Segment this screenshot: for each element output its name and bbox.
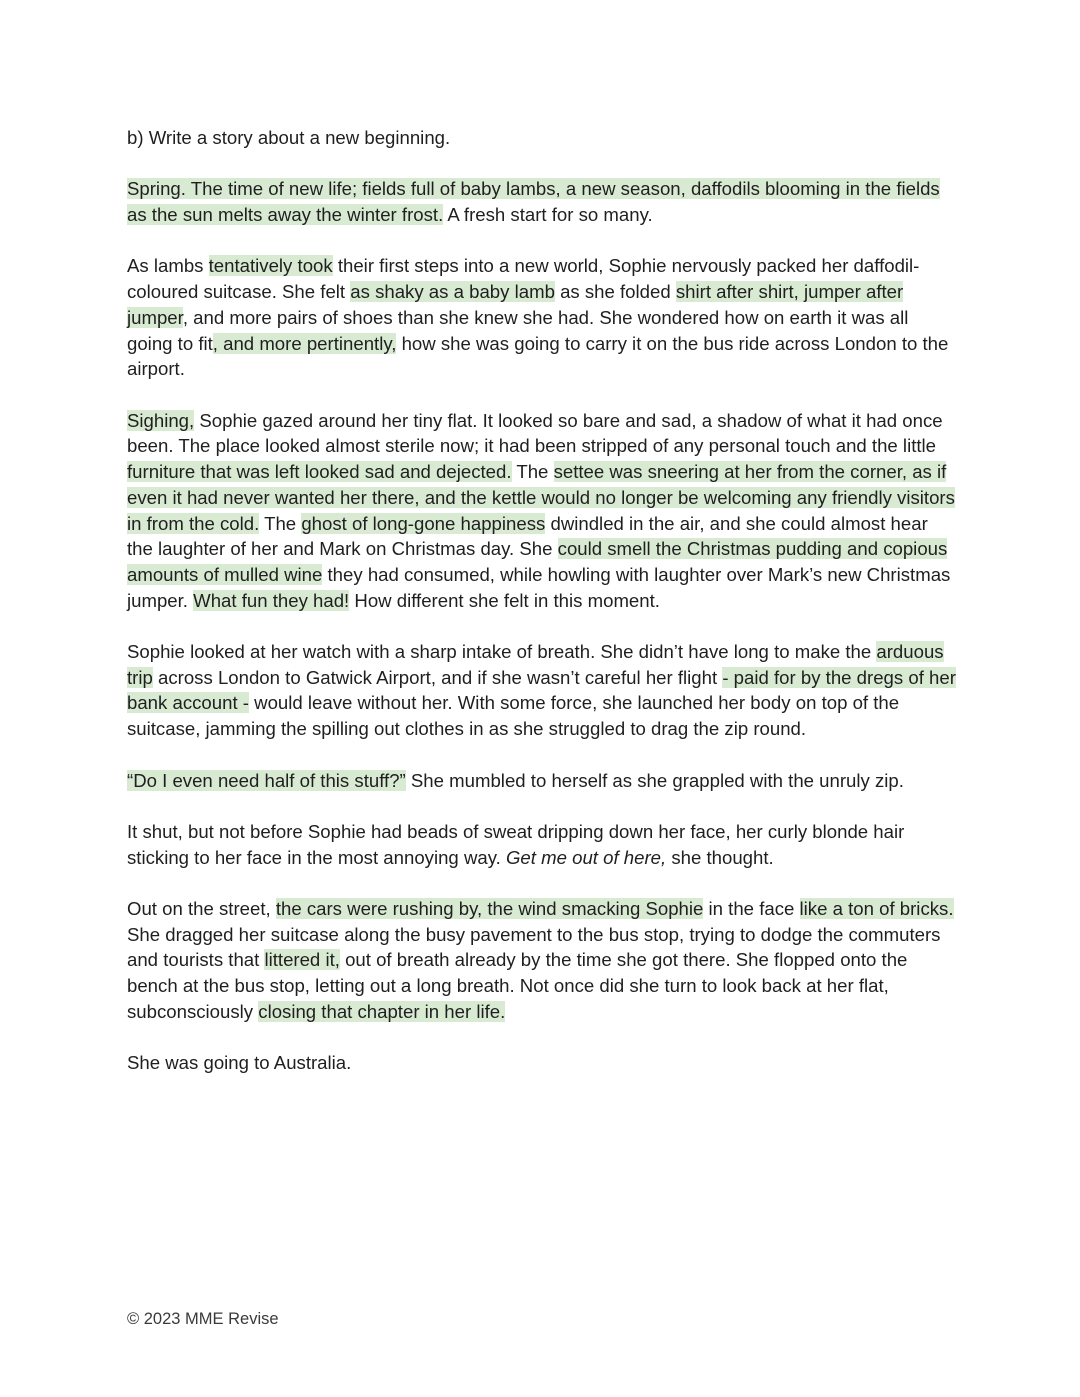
- text-segment: they had consumed, while howling with laughter over Mark’s new Christmas jumper.: [127, 563, 951, 611]
- highlighted-text: - paid for by the dregs of her bank account -: [127, 666, 956, 714]
- italic-text: Get me out of here,: [505, 846, 667, 868]
- text-segment: would leave without her. With some force, she launched her body on top of the suitcase, jamming the spilling out clothes in as she struggled to drag the zip round.: [127, 692, 900, 740]
- text-segment: Sophie looked at her watch with a sharp intake of breath. She didn’t have long to make the: [127, 641, 877, 662]
- text-segment: in the face: [703, 897, 800, 919]
- highlighted-text: littered it,: [264, 949, 340, 971]
- highlighted-text: closing that chapter in her life.: [258, 1000, 506, 1022]
- highlighted-text: tentatively took: [208, 255, 333, 277]
- highlighted-text: like a ton of bricks.: [799, 897, 954, 919]
- highlighted-text: Spring. The time of new life; fields full of baby lambs, a new season, daffodils blooming in the fields as the sun melts away the winter frost.: [127, 178, 940, 226]
- highlighted-text: Sighing,: [127, 409, 195, 431]
- text-segment: She was going to Australia.: [127, 1052, 352, 1074]
- text-segment: How different she felt in this moment.: [349, 589, 660, 611]
- story-text: [127, 176, 957, 1076]
- story-paragraph: [127, 639, 957, 742]
- text-segment: She dragged her suitcase along the busy pavement to the bus stop, trying to dodge the commuters and tourists that: [127, 923, 941, 971]
- highlighted-text: arduous trip: [127, 641, 944, 688]
- copyright-footer: © 2023 MME Revise: [127, 1310, 279, 1328]
- text-segment: It shut, but not before Sophie had beads of sweat dripping down her face, her curly blonde hair sticking to her face in the most annoying way.: [127, 820, 905, 868]
- highlighted-text: “Do I even need half of this stuff?”: [127, 769, 406, 791]
- text-segment: out of breath already by the time she got there. She flopped onto the bench at the bus stop, letting out a long breath. Not once did she turn to look back at her flat, subconsciously: [127, 949, 908, 1022]
- text-segment: Out on the street,: [127, 897, 276, 919]
- story-paragraph: [127, 1050, 957, 1076]
- highlighted-text: could smell the Christmas pudding and copious amounts of mulled wine: [127, 538, 948, 585]
- highlighted-text: ghost of long-gone happiness: [301, 512, 546, 534]
- text-segment: She mumbled to herself as she grappled with the unruly zip.: [405, 769, 904, 791]
- text-segment: dwindled in the air, and she could almost hear the laughter of her and Mark on Christmas day. She: [127, 512, 928, 560]
- highlighted-text: the cars were rushing by, the wind smacking Sophie: [275, 897, 704, 919]
- highlighted-text: furniture that was left looked sad and dejected.: [127, 461, 512, 483]
- story-paragraph: [127, 819, 957, 870]
- text-segment: A fresh start for so many.: [443, 204, 653, 226]
- highlighted-text: settee was sneering at her from the corner, as if even it had never wanted her there, and the kettle would no longer be welcoming any friendly visitors in from the cold.: [127, 461, 955, 534]
- highlighted-text: , and more pertinently,: [212, 332, 397, 354]
- text-segment: their first steps into a new world, Sophie nervously packed her daffodil-coloured suitcase. She felt: [127, 255, 920, 303]
- text-segment: The: [511, 461, 554, 483]
- story-paragraph: [127, 176, 957, 227]
- text-segment: she thought.: [666, 846, 774, 868]
- text-segment: how she was going to carry it on the bus ride across London to the airport.: [127, 332, 949, 380]
- text-segment: as she folded: [554, 281, 676, 303]
- highlighted-text: shirt after shirt, jumper after jumper: [127, 281, 904, 328]
- document-body: [127, 125, 957, 1102]
- highlighted-text: What fun they had!: [193, 589, 350, 611]
- highlighted-text: as shaky as a baby lamb: [350, 281, 555, 303]
- text-segment: Sophie gazed around her tiny flat. It looked so bare and sad, a shadow of what it had once been. The place looked almost sterile now; it had been stripped of any personal touch and the little: [127, 409, 943, 457]
- story-paragraph: [127, 896, 957, 1025]
- story-paragraph: [127, 253, 957, 382]
- story-paragraph: [127, 768, 957, 794]
- story-paragraph: [127, 408, 957, 614]
- text-segment: As lambs: [127, 255, 209, 277]
- question-heading: b) Write a story about a new beginning.: [127, 127, 451, 148]
- text-segment: The: [259, 512, 302, 534]
- text-segment: , and more pairs of shoes than she knew she had. She wondered how on earth it was all going to fit: [127, 306, 909, 354]
- text-segment: across London to Gatwick Airport, and if she wasn’t careful her flight: [152, 666, 723, 688]
